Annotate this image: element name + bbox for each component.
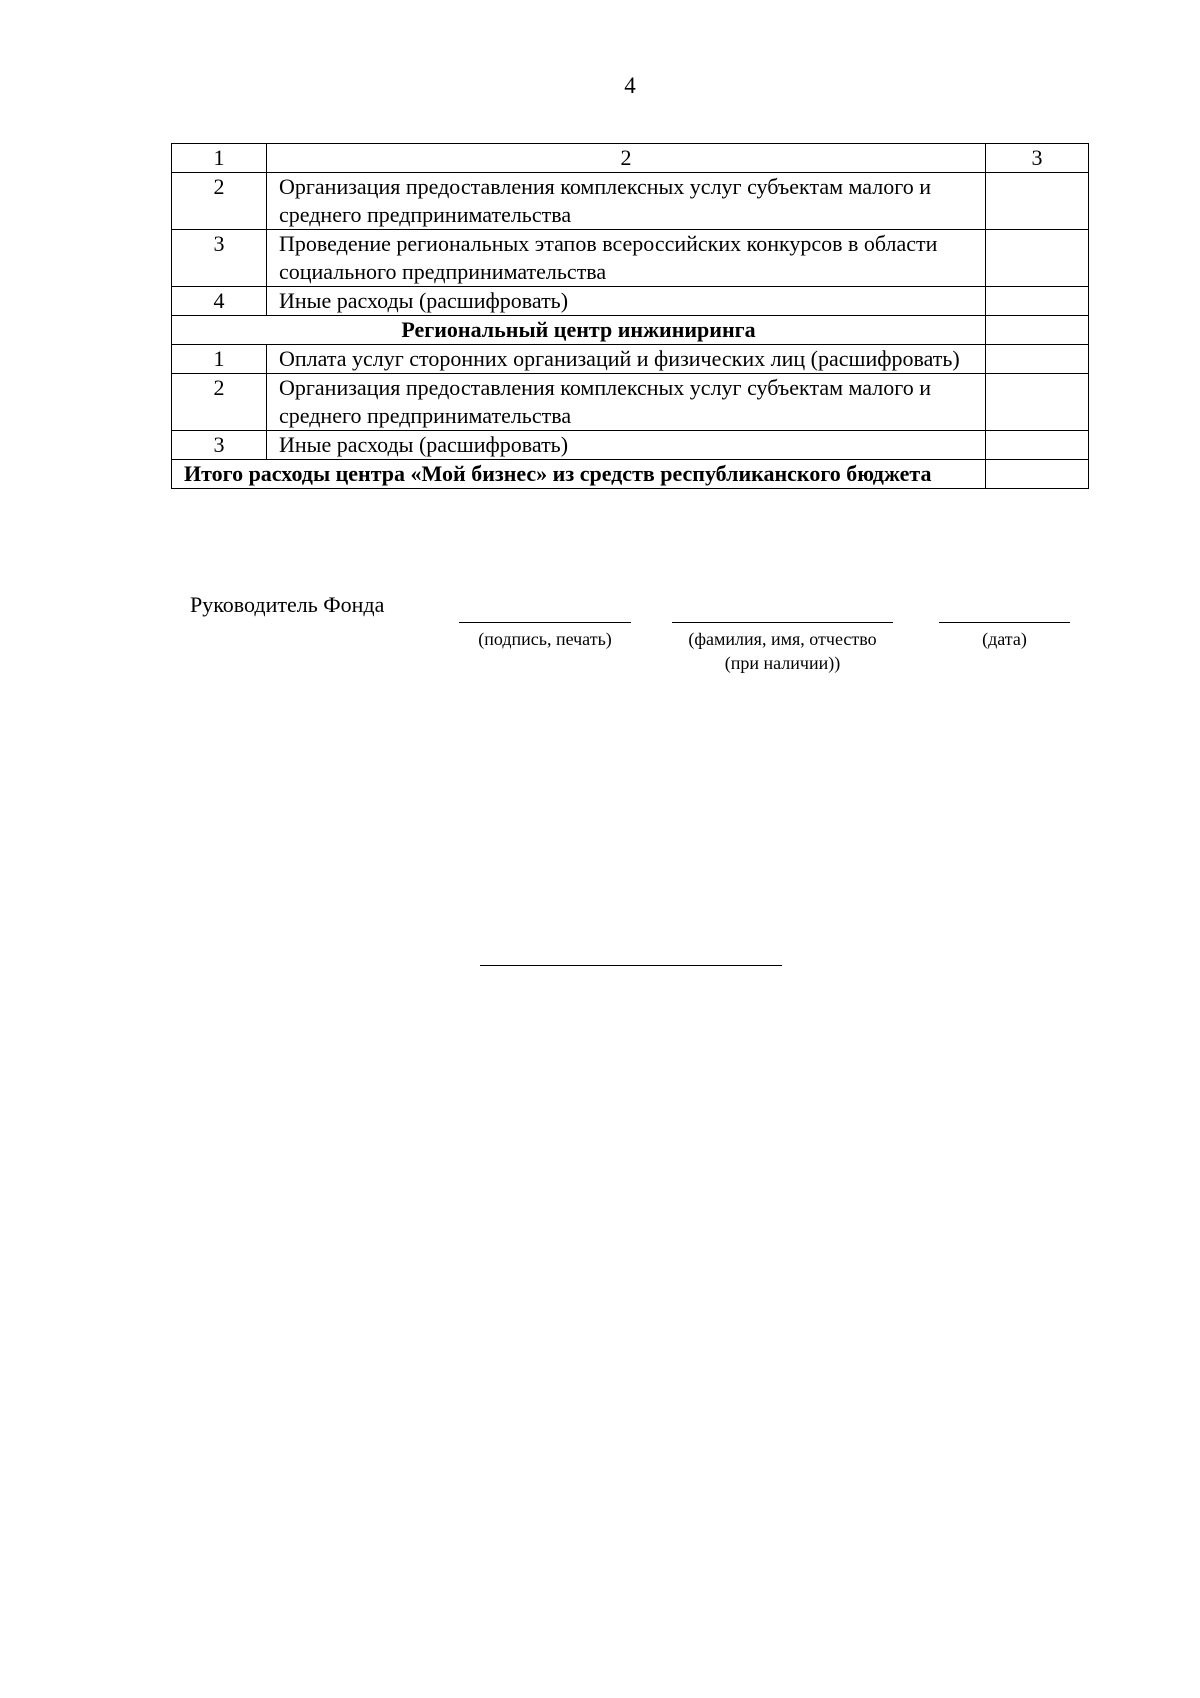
table-row <box>172 345 1089 374</box>
row-text: Иные расходы (расшифровать) <box>267 431 986 460</box>
row-value <box>986 431 1089 460</box>
row-text: Иные расходы (расшифровать) <box>267 287 986 316</box>
table-row <box>172 230 1089 287</box>
section-title: Региональный центр инжиниринга <box>172 316 986 345</box>
table-header-row <box>172 144 1089 173</box>
row-number: 2 <box>172 173 267 230</box>
end-rule <box>480 965 782 966</box>
header-col-3: 3 <box>986 144 1089 173</box>
signature-line <box>459 622 631 623</box>
table-row <box>172 374 1089 431</box>
name-line <box>672 622 893 623</box>
name-caption <box>652 627 913 675</box>
row-value <box>986 230 1089 287</box>
row-text: Оплата услуг сторонних организаций и физических лиц (расшифровать) <box>267 345 986 374</box>
row-value <box>986 287 1089 316</box>
total-value <box>986 460 1089 489</box>
row-number: 3 <box>172 230 267 287</box>
row-value <box>986 345 1089 374</box>
table-row <box>172 431 1089 460</box>
row-number: 1 <box>172 345 267 374</box>
total-row <box>172 460 1089 489</box>
row-number: 4 <box>172 287 267 316</box>
page-number: 4 <box>624 73 636 98</box>
section-row <box>172 316 1089 345</box>
table-row <box>172 173 1089 230</box>
name-caption-line2: (при наличии)) <box>724 653 841 673</box>
table-row <box>172 287 1089 316</box>
signer-title: Руководитель Фонда <box>190 592 385 617</box>
header-col-1: 1 <box>172 144 267 173</box>
row-value <box>986 173 1089 230</box>
row-text: Проведение региональных этапов всероссийских конкурсов в области социального предпринимательства <box>267 230 986 287</box>
name-caption-line1: (фамилия, имя, отчество <box>688 629 877 649</box>
total-label: Итого расходы центра «Мой бизнес» из средств республиканского бюджета <box>172 460 986 489</box>
header-col-2: 2 <box>267 144 986 173</box>
date-caption: (дата) <box>982 629 1027 649</box>
row-text: Организация предоставления комплексных услуг субъектам малого и среднего предпринимательства <box>267 374 986 431</box>
date-line <box>939 622 1070 623</box>
row-text: Организация предоставления комплексных услуг субъектам малого и среднего предпринимательства <box>267 173 986 230</box>
signature-caption: (подпись, печать) <box>478 629 612 649</box>
row-number: 2 <box>172 374 267 431</box>
row-value <box>986 374 1089 431</box>
section-value <box>986 316 1089 345</box>
expenses-table <box>171 143 1089 489</box>
row-number: 3 <box>172 431 267 460</box>
